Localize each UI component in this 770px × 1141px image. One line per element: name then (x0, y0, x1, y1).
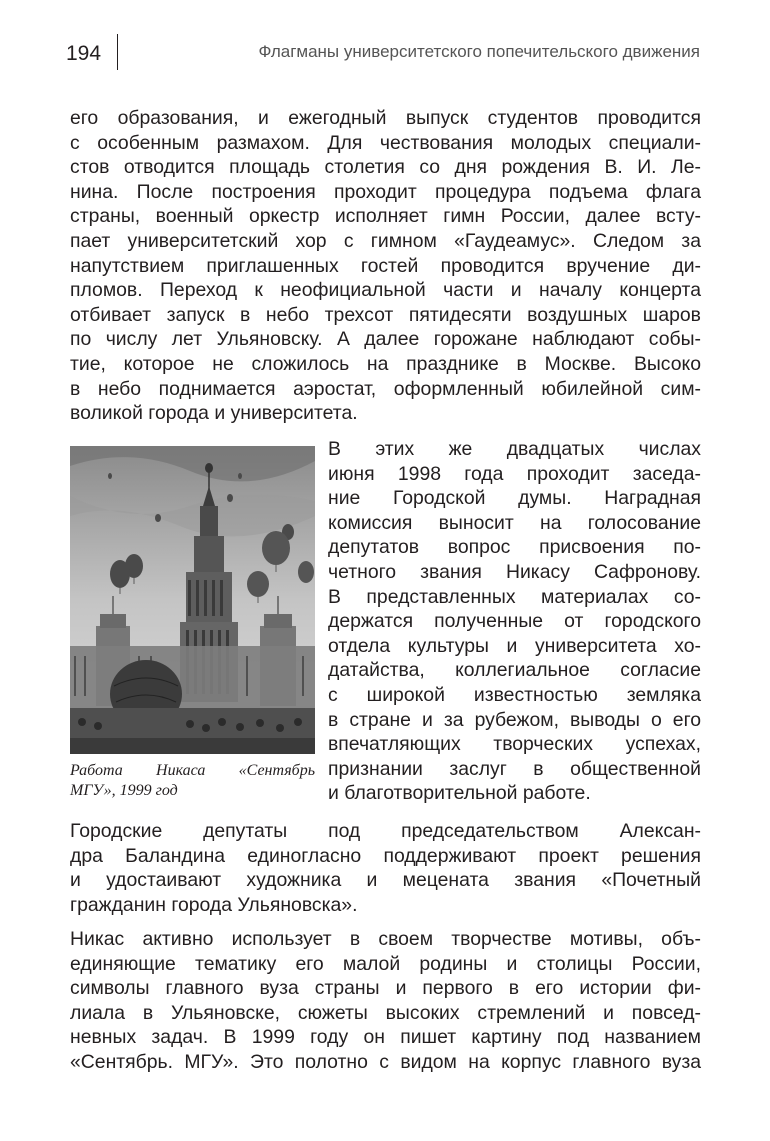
text-line: В этих же двадцатых числах (328, 438, 701, 460)
text-line: отбивает запуск в небо трехсот пятидесяти воздушных шаров (70, 303, 701, 326)
text-line: отдела культуры и университета хо- (328, 634, 701, 657)
text-line: воликой города и университета. (70, 402, 358, 425)
text-line: июня 1998 года проходит заседа- (328, 462, 701, 485)
text-line: тие, которое не сложилось на празднике в Москве. Высоко (70, 352, 701, 375)
page-header (0, 34, 770, 70)
text-line: напутствием приглашенных гостей проводится вручение ди- (70, 254, 701, 277)
header-divider (117, 34, 118, 70)
text-line: гражданин города Ульяновска». (70, 893, 358, 916)
caption-line: Работа Никаса «Сентябрь (70, 762, 315, 779)
text-line: стов отводится площадь столетия со дня рождения В. И. Ле- (70, 156, 701, 179)
text-line: невных задач. В 1999 году он пишет картину под названием (70, 1026, 701, 1049)
running-title: Флагманы университетского попечительского движения (258, 42, 700, 61)
text-line: комиссия выносит на голосование (328, 511, 701, 534)
text-line: четного звания Никасу Сафронову. (328, 560, 701, 583)
painting-figure (70, 446, 315, 754)
text-line: впечатляющих творческих успехах, (328, 733, 701, 756)
text-line: В представленных материалах со- (328, 585, 701, 608)
text-line: депутатов вопрос присвоения по- (328, 536, 701, 559)
page-number: 194 (66, 42, 102, 65)
text-line: лиала в Ульяновске, сюжеты высоких стремлений и повсед- (70, 1001, 701, 1024)
text-line: признании заслуг в общественной (328, 757, 701, 780)
text-line: пает университетский хор с гимном «Гаудеамус». Следом за (70, 229, 701, 252)
figure-caption (70, 761, 315, 801)
text-line: Городские депутаты под председательством Алексан- (70, 820, 701, 842)
text-line: по числу лет Ульяновску. А далее горожане наблюдают собы- (70, 328, 701, 351)
paragraph-1 (70, 106, 701, 426)
text-line: его образования, и ежегодный выпуск студентов проводится (70, 107, 701, 129)
text-line: нина. После построения проходит процедура подъема флага (70, 180, 701, 203)
text-line: Никас активно использует в своем творчестве мотивы, объ- (70, 928, 701, 950)
painting-msu-september (70, 446, 315, 754)
text-line: в стране и за рубежом, выводы о его (328, 708, 701, 731)
text-line: «Сентябрь. МГУ». Это полотно с видом на корпус главного вуза (70, 1050, 701, 1073)
paragraph-3 (70, 819, 701, 917)
text-line: с особенным размахом. Для чествования молодых специали- (70, 131, 701, 154)
text-line: дра Баландина единогласно поддерживают проект решения (70, 844, 701, 867)
text-line: пломов. Переход к неофициальной части и началу концерта (70, 279, 701, 302)
caption-line: МГУ», 1999 год (70, 782, 178, 799)
text-line: символы главного вуза страны и первого в его истории фи- (70, 977, 701, 1000)
text-line: ние Городской думы. Наградная (328, 487, 701, 510)
paragraph-4 (70, 927, 701, 1075)
text-line: и благотворительной работе. (328, 782, 591, 805)
text-line: единяющие тематику его малой родины и столицы России, (70, 952, 701, 975)
text-line: датайства, коллегиальное согласие (328, 659, 701, 682)
text-line: в небо поднимается аэростат, оформленный юбилейной сим- (70, 377, 701, 400)
text-line: страны, военный оркестр исполняет гимн России, далее всту- (70, 205, 701, 228)
text-line: держатся полученные от городского (328, 610, 701, 633)
text-line: и удостаивают художника и мецената звания «Почетный (70, 869, 701, 892)
paragraph-2 (328, 437, 701, 806)
text-line: с широкой известностью земляка (328, 683, 701, 706)
